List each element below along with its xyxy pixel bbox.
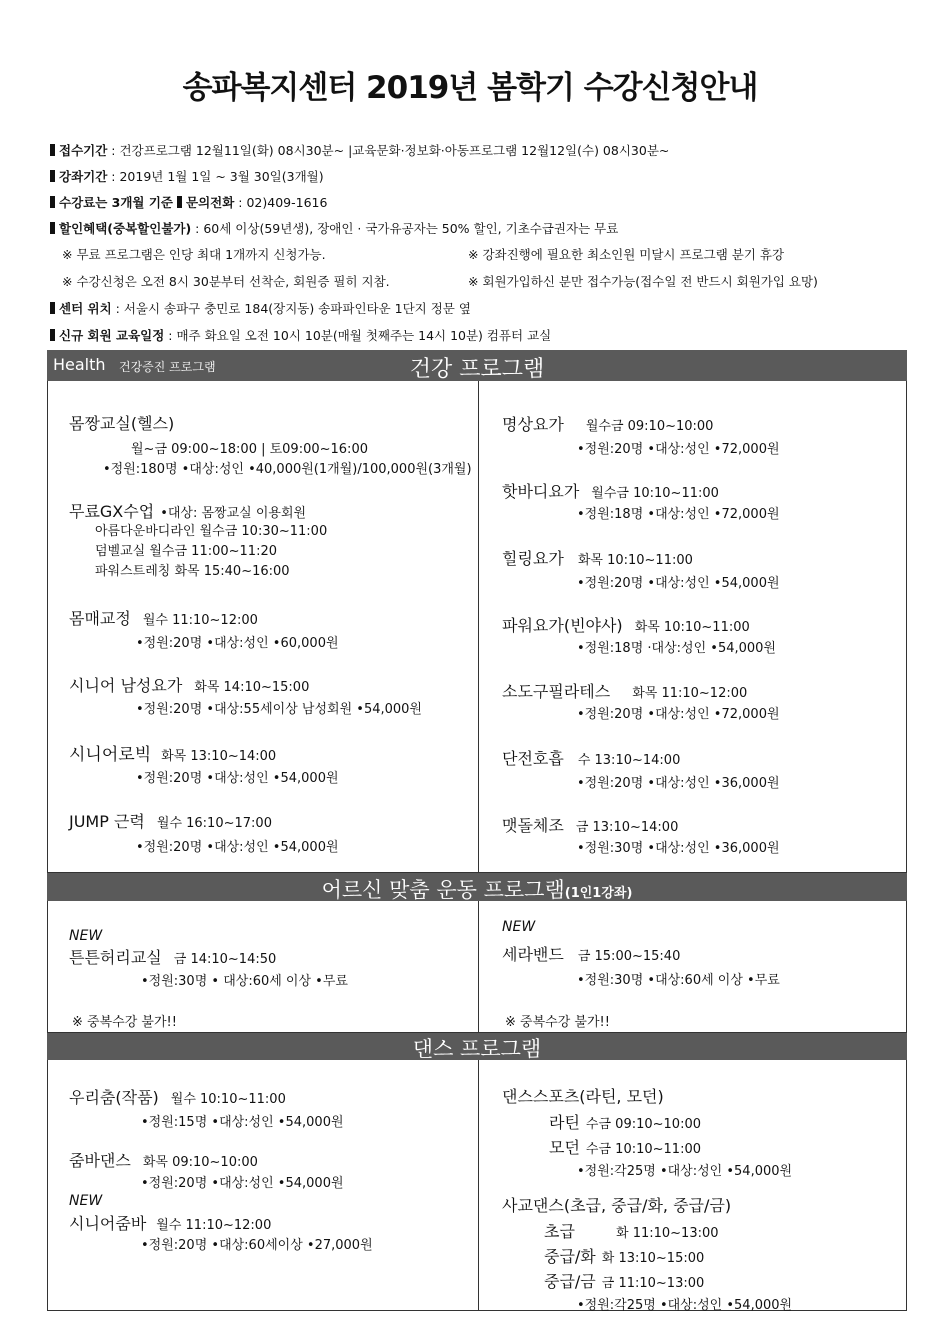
program-target: •대상: 몸짱교실 이용회원 bbox=[160, 506, 307, 521]
info-label: 센터 위치 bbox=[59, 301, 112, 316]
program-sub-item: 파워스트레칭 화목 15:40~16:00 bbox=[95, 564, 290, 579]
sub-item-name: 중급/금 bbox=[544, 1272, 596, 1291]
program-time: 금 11:10~13:00 bbox=[601, 1276, 705, 1291]
info-course-period bbox=[50, 168, 324, 186]
info-text: : 서울시 송파구 충민로 184(장지동) 송파파인타운 1단지 정문 옆 bbox=[111, 301, 471, 316]
bullet-square-icon bbox=[50, 222, 55, 234]
program-name: 파워요가(빈야사) bbox=[502, 616, 623, 635]
info-registration bbox=[50, 142, 669, 160]
program-name: 줌바댄스 bbox=[69, 1151, 131, 1170]
note-membership: ※ 회원가입하신 분만 접수가능(접수일 전 반드시 회원가입 요망) bbox=[468, 274, 818, 289]
program-sub-item: 덤벨교실 월수금 11:00~11:20 bbox=[95, 544, 277, 559]
program-item bbox=[502, 746, 680, 769]
program-name: 소도구필라테스 bbox=[502, 682, 611, 701]
info-new-member-edu bbox=[50, 327, 551, 345]
column-divider bbox=[478, 381, 479, 873]
program-detail: •정원:각25명 •대상:성인 •54,000원 bbox=[577, 1298, 793, 1313]
program-time: 화목 13:10~14:00 bbox=[161, 749, 277, 764]
program-detail: •정원:20명 •대상:성인 •54,000원 bbox=[141, 1176, 344, 1191]
column-divider bbox=[478, 901, 479, 1033]
program-item bbox=[502, 813, 678, 836]
program-name: 사교댄스(초급, 중급/화, 중급/금) bbox=[502, 1196, 732, 1215]
program-time: 화 13:10~15:00 bbox=[601, 1251, 705, 1266]
program-item bbox=[69, 1148, 258, 1171]
info-label: 수강료는 3개월 기준 bbox=[59, 195, 174, 210]
program-item bbox=[502, 412, 713, 435]
health-section-header bbox=[47, 350, 907, 381]
bullet-square-icon bbox=[50, 170, 55, 182]
program-item bbox=[69, 740, 276, 765]
dance-section-title: 댄스 프로그램 bbox=[412, 1037, 542, 1061]
program-detail: •정원:20명 •대상:성인 •72,000원 bbox=[577, 707, 780, 722]
program-name: 시니어줌바 bbox=[69, 1214, 147, 1233]
program-name: 시니어 남성요가 bbox=[69, 676, 183, 695]
senior-section-title bbox=[47, 874, 907, 904]
page-title: 송파복지센터 2019년 봄학기 수강신청안내 bbox=[182, 70, 758, 106]
dance-section-header bbox=[47, 1033, 907, 1060]
program-item bbox=[502, 679, 747, 702]
program-name: 맷돌체조 bbox=[502, 816, 564, 835]
program-name: 몸짱교실(헬스) bbox=[69, 414, 175, 433]
note-min-enrollment: ※ 강좌진행에 필요한 최소인원 미달시 프로그램 분기 휴강 bbox=[468, 247, 785, 262]
program-time: 월수금 09:10~10:00 bbox=[585, 419, 714, 434]
new-badge: NEW bbox=[69, 928, 103, 944]
program-item bbox=[502, 546, 693, 569]
info-text: : 02)409-1616 bbox=[234, 195, 328, 210]
program-time: 화목 14:10~15:00 bbox=[194, 680, 310, 695]
program-item bbox=[69, 673, 309, 696]
program-detail: •정원:20명 •대상:성인 •54,000원 bbox=[577, 576, 780, 591]
bullet-square-icon bbox=[50, 144, 55, 156]
program-item bbox=[69, 606, 258, 629]
program-time: 월~금 09:00~18:00 | 토09:00~16:00 bbox=[131, 442, 368, 457]
note-first-come: ※ 수강신청은 오전 8시 30분부터 선착순, 회원증 필히 지참. bbox=[62, 274, 390, 289]
program-item bbox=[69, 499, 306, 522]
program-detail: •정원:각25명 •대상:성인 •54,000원 bbox=[577, 1164, 793, 1179]
health-section-title: 건강 프로그램 bbox=[409, 357, 545, 382]
program-detail: •정원:20명 •대상:성인 •60,000원 bbox=[136, 636, 339, 651]
program-name: 우리춤(작품) bbox=[69, 1088, 159, 1107]
sub-item-name: 초급 bbox=[544, 1222, 575, 1241]
program-sub-item bbox=[549, 1110, 701, 1133]
program-name: 힐링요가 bbox=[502, 549, 564, 568]
program-time: 수 13:10~14:00 bbox=[577, 753, 681, 768]
column-divider bbox=[478, 1060, 479, 1311]
program-time: 월수금 10:10~11:00 bbox=[591, 486, 719, 501]
health-tag-sub: 건강증진 프로그램 bbox=[119, 360, 216, 374]
program-item bbox=[502, 1193, 731, 1216]
bullet-square-icon bbox=[177, 196, 182, 208]
info-label: 강좌기간 bbox=[59, 169, 108, 184]
bullet-square-icon bbox=[50, 302, 55, 314]
program-detail: •정원:18명 ·대상:성인 •54,000원 bbox=[577, 641, 776, 656]
program-name: 명상요가 bbox=[502, 415, 564, 434]
program-time: 월수 16:10~17:00 bbox=[156, 816, 272, 831]
program-sub-item: 아름다운바디라인 월수금 10:30~11:00 bbox=[95, 524, 328, 539]
info-text: : 건강프로그램 12월11일(화) 08시30분~ |교육문화·정보화·아동프로그램 12월12일(수) 08시30분~ bbox=[107, 143, 670, 158]
info-text: : 60세 이상(59년생), 장애인 · 국가유공자는 50% 할인, 기초수급권자는 무료 bbox=[191, 221, 619, 236]
program-item bbox=[502, 479, 719, 502]
program-detail: •정원:30명 •대상:성인 •36,000원 bbox=[577, 841, 780, 856]
program-detail: •정원:20명 •대상:성인 •54,000원 bbox=[136, 771, 339, 786]
program-note: ※ 중복수강 불가!! bbox=[72, 1015, 177, 1030]
program-detail: •정원:30명 • 대상:60세 이상 •무료 bbox=[141, 974, 348, 989]
program-item bbox=[69, 809, 272, 832]
health-tag: Health bbox=[53, 355, 106, 374]
sub-item-name: 라틴 bbox=[549, 1113, 580, 1132]
program-time: 금 13:10~14:00 bbox=[575, 820, 679, 835]
info-label: 문의전화 bbox=[186, 195, 235, 210]
program-name: 세라밴드 bbox=[502, 945, 564, 964]
program-item bbox=[69, 1211, 271, 1234]
info-discount bbox=[50, 220, 618, 238]
program-name: 시니어로빅 bbox=[69, 745, 152, 765]
program-item bbox=[502, 942, 680, 965]
program-item bbox=[69, 945, 276, 968]
program-time: 월수 11:10~12:00 bbox=[156, 1218, 272, 1233]
program-time: 수금 09:10~10:00 bbox=[585, 1117, 701, 1132]
program-time: 월수 10:10~11:00 bbox=[170, 1092, 286, 1107]
senior-section-header bbox=[47, 873, 907, 901]
info-location bbox=[50, 300, 471, 318]
program-detail: •정원:180명 •대상:성인 •40,000원(1개월)/100,000원(3개월) bbox=[103, 462, 472, 477]
program-detail: •정원:20명 •대상:60세이상 •27,000원 bbox=[141, 1238, 373, 1253]
info-fee-phone bbox=[50, 194, 327, 212]
program-time: 월수 11:10~12:00 bbox=[142, 613, 258, 628]
info-text: : 2019년 1월 1일 ~ 3월 30일(3개월) bbox=[107, 169, 324, 184]
bullet-square-icon bbox=[50, 196, 55, 208]
program-time: 화 11:10~13:00 bbox=[616, 1226, 719, 1241]
program-name: 튼튼허리교실 bbox=[69, 948, 162, 967]
program-name: 핫바디요가 bbox=[502, 482, 580, 501]
senior-title-sub: (1인1강좌) bbox=[564, 886, 633, 901]
program-item bbox=[502, 1084, 664, 1107]
program-sub-item bbox=[549, 1135, 701, 1158]
program-time: 화목 10:10~11:00 bbox=[577, 553, 693, 568]
program-name: JUMP 근력 bbox=[69, 812, 145, 831]
program-name: 단전호흡 bbox=[502, 749, 564, 768]
program-detail: •정원:15명 •대상:성인 •54,000원 bbox=[141, 1115, 344, 1130]
senior-title-text: 어르신 맞춤 운동 프로그램 bbox=[321, 878, 565, 902]
program-note: ※ 중복수강 불가!! bbox=[505, 1015, 610, 1030]
info-label: 할인혜택(중복할인불가) bbox=[59, 221, 192, 236]
bullet-square-icon bbox=[50, 329, 55, 341]
info-text: : 매주 화요일 오전 10시 10분(매월 첫째주는 14시 10분) 컴퓨터 교실 bbox=[164, 328, 552, 343]
program-sub-item bbox=[544, 1269, 704, 1292]
new-badge: NEW bbox=[502, 919, 536, 935]
new-badge: NEW bbox=[69, 1193, 103, 1209]
program-name: 댄스스포츠(라틴, 모던) bbox=[502, 1087, 664, 1106]
sub-item-name: 중급/화 bbox=[544, 1247, 596, 1266]
program-time: 화목 09:10~10:00 bbox=[142, 1155, 258, 1170]
program-sub-item bbox=[544, 1219, 719, 1242]
program-name: 몸매교정 bbox=[69, 609, 131, 628]
program-time: 금 14:10~14:50 bbox=[173, 952, 277, 967]
program-item bbox=[69, 411, 174, 434]
info-label: 접수기간 bbox=[59, 143, 108, 158]
program-detail: •정원:20명 •대상:성인 •54,000원 bbox=[136, 840, 339, 855]
program-sub-item bbox=[544, 1244, 704, 1267]
info-label: 신규 회원 교육일정 bbox=[59, 328, 165, 343]
note-free-program: ※ 무료 프로그램은 인당 최대 1개까지 신청가능. bbox=[62, 247, 326, 262]
program-detail: •정원:20명 •대상:55세이상 남성회원 •54,000원 bbox=[136, 702, 422, 717]
program-item bbox=[502, 613, 750, 636]
program-detail: •정원:20명 •대상:성인 •72,000원 bbox=[577, 442, 780, 457]
program-time: 화목 10:10~11:00 bbox=[634, 620, 750, 635]
program-detail: •정원:20명 •대상:성인 •36,000원 bbox=[577, 776, 780, 791]
program-time: 화목 11:10~12:00 bbox=[632, 686, 748, 701]
program-time: 금 15:00~15:40 bbox=[577, 949, 681, 964]
program-name: 무료GX수업 bbox=[69, 502, 155, 521]
program-item bbox=[69, 1085, 286, 1108]
program-detail: •정원:30명 •대상:60세 이상 •무료 bbox=[577, 973, 780, 988]
sub-item-name: 모던 bbox=[549, 1138, 580, 1157]
program-time: 수금 10:10~11:00 bbox=[585, 1142, 701, 1157]
program-detail: •정원:18명 •대상:성인 •72,000원 bbox=[577, 507, 780, 522]
